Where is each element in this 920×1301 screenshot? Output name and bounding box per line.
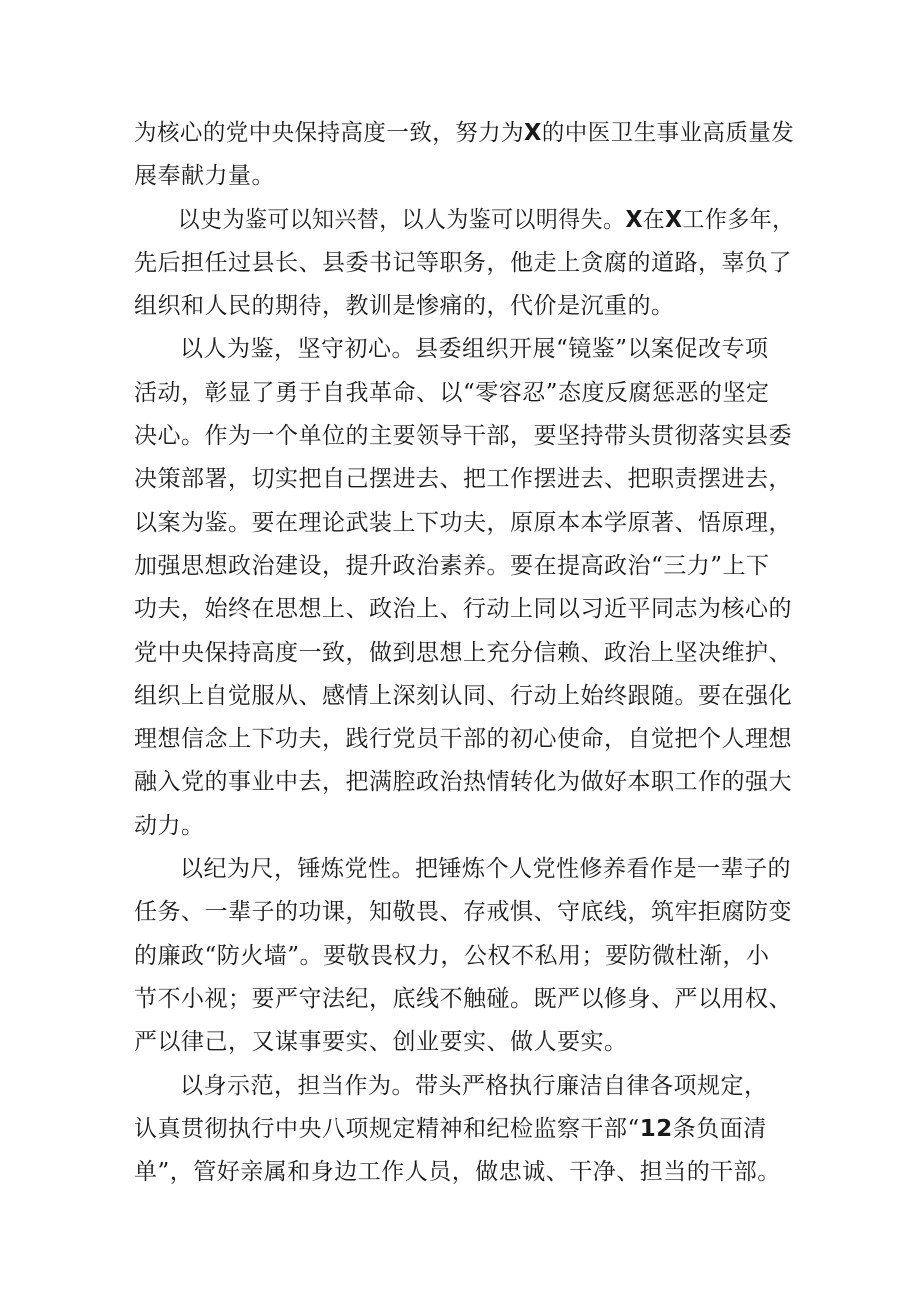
text-run: 决心。作为一个单位的主要领导干部，要坚持带头贯彻落实县委 [134, 423, 792, 450]
text-run: 以身示范，担当作为。带头严格执行廉洁自律各项规定， [180, 1072, 768, 1099]
text-run: 加强思想政治建设，提升政治素养。要在提高政治“三力”上下 [134, 552, 770, 579]
emphasis-text: 12 [639, 1115, 673, 1142]
text-line [134, 805, 794, 848]
text-line [134, 242, 794, 285]
text-run: 先后担任过县长、县委书记等职务，他走上贪腐的道路，辜负了 [134, 249, 792, 276]
text-line [134, 1065, 794, 1108]
text-run: 理想信念上下功夫，践行党员干部的初心使命，自觉把个人理想 [134, 726, 792, 753]
text-line [134, 1151, 794, 1194]
text-line [134, 891, 794, 934]
text-line [134, 199, 795, 242]
text-run: 组织和人民的期待，教训是惨痛的，代价是沉重的。 [134, 293, 675, 320]
text-run: 单”，管好亲属和身边工作人员，做忠诚、干净、担当的干部。 [134, 1159, 781, 1186]
text-run: 为核心的党中央保持高度一致，努力为 [134, 120, 525, 146]
text-run: 展奉献力量。 [134, 163, 275, 190]
text-line [134, 545, 794, 588]
text-run: 党中央保持高度一致，做到思想上充分信赖、政治上坚决维护、 [134, 639, 792, 666]
text-line [134, 1108, 794, 1151]
text-run: 任务、一辈子的功课，知敬畏、存戒惧、守底线，筑牢拒腐防变 [134, 899, 792, 926]
text-line [134, 415, 794, 458]
text-line [134, 155, 794, 198]
text-run: 的廉政“防火墙”。要敬畏权力，公权不私用；要防微杜渐，小 [134, 942, 770, 969]
text-run: 的中医卫生事业高质量发 [541, 120, 795, 146]
text-line [134, 1021, 794, 1064]
text-line [134, 458, 794, 501]
text-line [134, 632, 794, 675]
text-line [134, 112, 795, 155]
emphasis-text: X [665, 206, 683, 233]
text-run: 功夫，始终在思想上、政治上、行动上同以习近平同志为核心的 [134, 596, 792, 623]
text-run: 融入党的事业中去，把满腔政治热情转化为做好本职工作的强大 [134, 769, 792, 796]
document-body [134, 112, 794, 1194]
text-run: 以案为鉴。要在理论武装上下功夫，原原本本学原著、悟原理， [134, 509, 792, 536]
text-line [134, 978, 794, 1021]
emphasis-text: X [625, 206, 643, 233]
text-run: 工作多年， [682, 206, 795, 233]
text-run: 在 [642, 206, 666, 233]
text-line [134, 848, 794, 891]
text-line [134, 502, 794, 545]
text-line [134, 285, 794, 328]
text-line [134, 935, 794, 978]
text-run: 节不小视；要严守法纪，底线不触碰。既严以修身、严以用权、 [134, 985, 792, 1012]
text-run: 活动，彰显了勇于自我革命、以“零容忍”态度反腐惩恶的坚定 [134, 379, 770, 406]
text-run: 严以律己，又谋事要实、创业要实、做人要实。 [134, 1029, 628, 1056]
text-run: 组织上自觉服从、感情上深刻认同、行动上始终跟随。要在强化 [134, 682, 792, 709]
text-line [134, 761, 794, 804]
text-run: 以人为鉴，坚守初心。县委组织开展“镜鉴”以案促改专项 [180, 336, 769, 363]
text-line [134, 588, 794, 631]
text-run: 以纪为尺，锤炼党性。把锤炼个人党性修养看作是一辈子的 [180, 856, 791, 883]
text-run: 认真贯彻执行中央八项规定精神和纪检监察干部“ [134, 1115, 640, 1142]
text-line [134, 675, 794, 718]
text-line [134, 328, 794, 371]
text-run: 动力。 [134, 812, 205, 839]
emphasis-text: X [524, 120, 542, 146]
text-run: 决策部署，切实把自己摆进去、把工作摆进去、把职责摆进去， [134, 466, 792, 493]
text-run: 条负面清 [672, 1115, 767, 1142]
text-line [134, 372, 794, 415]
text-run: 以史为鉴可以知兴替，以人为鉴可以明得失。 [177, 206, 626, 233]
text-line [134, 718, 794, 761]
